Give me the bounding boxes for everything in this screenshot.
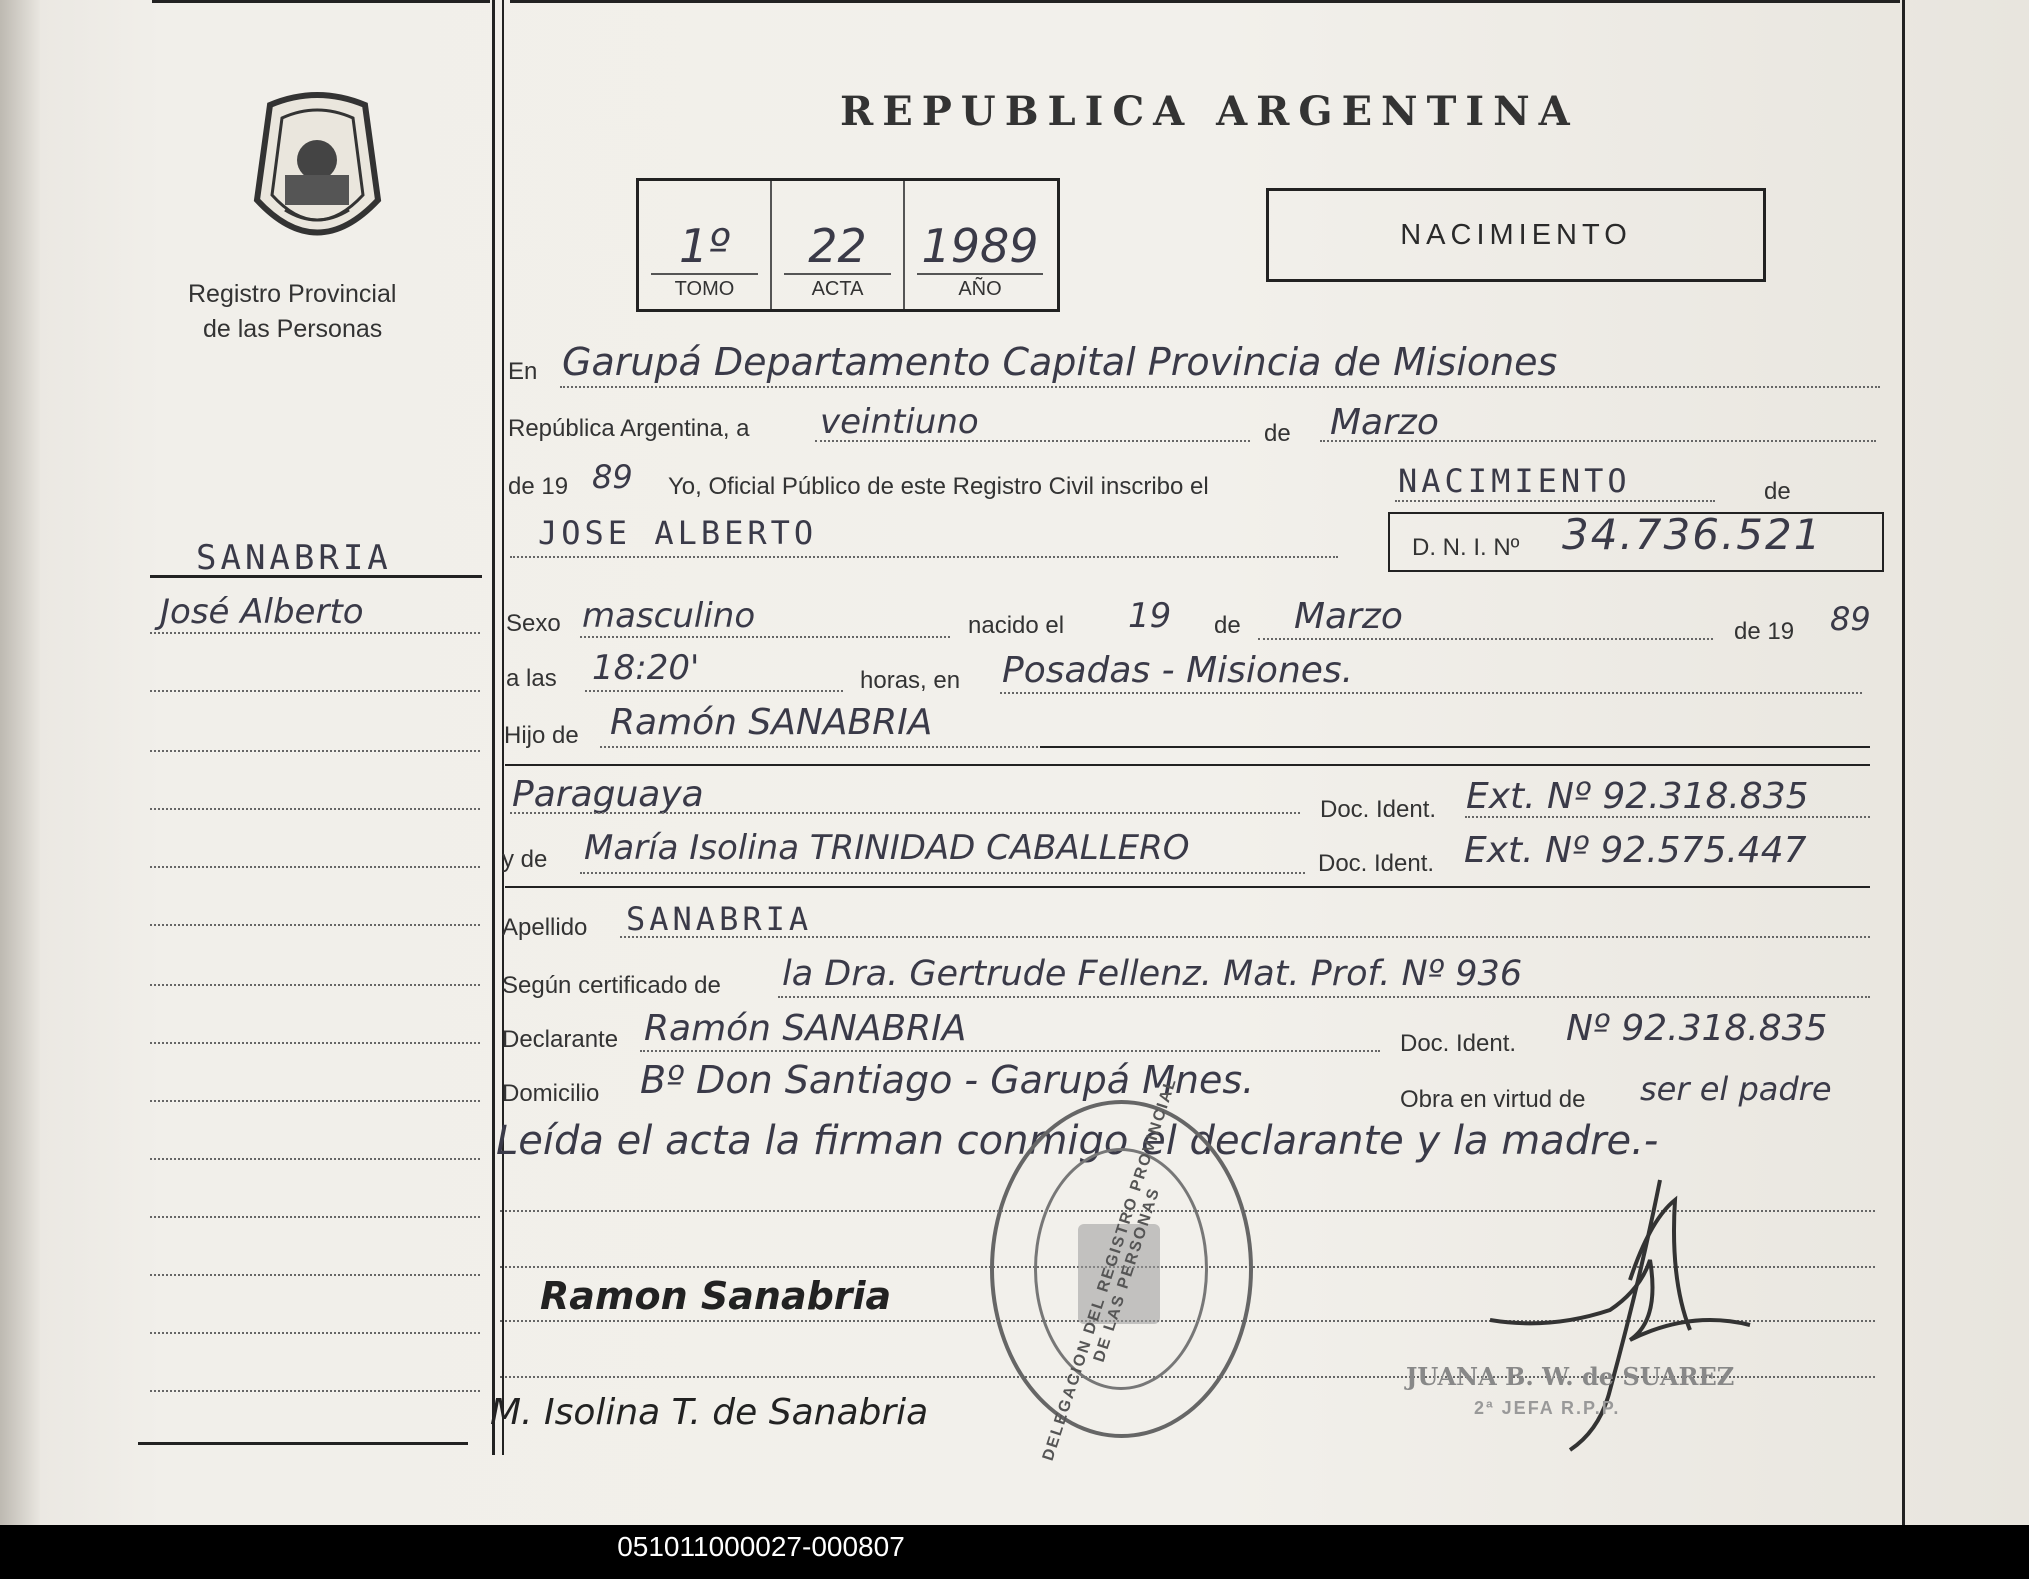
dni-value: 34.736.521 xyxy=(1562,510,1823,559)
segun-line xyxy=(778,996,1870,998)
day-line xyxy=(815,440,1250,442)
apellido-value: SANABRIA xyxy=(626,900,813,938)
ano-label: AÑO xyxy=(958,278,1002,300)
margin-line-6 xyxy=(150,924,480,926)
birth-year-prefix: de 19 xyxy=(1734,618,1795,645)
acta-cell xyxy=(772,181,905,309)
apellido-label: Apellido xyxy=(502,914,588,941)
month-line xyxy=(1320,440,1876,442)
nacido-label: nacido el xyxy=(968,612,1065,639)
segun-label: Según certificado de xyxy=(502,972,721,999)
yde-label: y de xyxy=(502,846,548,873)
father-doc-line xyxy=(1465,816,1870,818)
day-value: veintiuno xyxy=(820,402,979,442)
ano-cell xyxy=(905,181,1055,309)
acta-value: 22 xyxy=(808,219,867,273)
father-signature: Ramon Sanabria xyxy=(540,1274,892,1318)
stamp-text: DELEGACION DEL REGISTRO PROVINCIAL DE LAS PERSONAS xyxy=(1039,1075,1181,1463)
official-stamp xyxy=(990,1075,1253,1463)
mother-line xyxy=(580,872,1305,874)
official-title: 2ª JEFA R.P.P. xyxy=(1474,1398,1621,1418)
sexo-value: masculino xyxy=(582,596,756,636)
birthplace-line xyxy=(1000,692,1862,694)
margin-line-14 xyxy=(150,1390,480,1392)
horas-label: horas, en xyxy=(860,667,961,694)
month-value: Marzo xyxy=(1330,402,1439,443)
country-title: REPUBLICA ARGENTINA xyxy=(840,88,1579,135)
margin-surname: SANABRIA xyxy=(196,538,392,578)
sexo-line xyxy=(580,636,950,638)
tomo-label: TOMO xyxy=(674,278,735,300)
margin-line-2 xyxy=(150,690,480,692)
margin-line-4 xyxy=(150,808,480,810)
father-name-value: Ramón SANABRIA xyxy=(610,702,933,743)
margin-given-names: José Alberto xyxy=(160,592,364,632)
obra-value: ser el padre xyxy=(1640,1070,1832,1108)
mother-signature: M. Isolina T. de Sanabria xyxy=(490,1392,929,1433)
mother-doc-value: Ext. Nº 92.575.447 xyxy=(1464,830,1807,871)
registry-name-line1: Registro Provincial xyxy=(188,280,397,308)
place-value: Garupá Departamento Capital Provincia de Misiones xyxy=(562,340,1558,384)
hijo-label: Hijo de xyxy=(504,722,579,749)
margin-line-1 xyxy=(150,632,480,634)
divider-left xyxy=(492,0,495,1455)
father-doc-value: Ext. Nº 92.318.835 xyxy=(1466,776,1809,817)
declarante-line xyxy=(640,1050,1380,1052)
birthplace-value: Posadas - Misiones. xyxy=(1002,650,1354,691)
declarante-label: Declarante xyxy=(502,1026,619,1053)
nationality-top-rule xyxy=(505,764,1870,766)
mother-rule xyxy=(505,886,1870,888)
tomo-cell xyxy=(639,181,772,309)
registry-name-line2: de las Personas xyxy=(203,315,383,343)
year-value: 89 xyxy=(592,458,633,496)
doc-label-3: Doc. Ident. xyxy=(1400,1030,1517,1057)
top-right-rule xyxy=(510,0,1900,3)
record-type-label: NACIMIENTO xyxy=(1400,219,1632,251)
birth-month-value: Marzo xyxy=(1294,596,1403,637)
margin-line-7 xyxy=(150,984,480,986)
birth-month-line xyxy=(1258,638,1713,640)
birth-day-value: 19 xyxy=(1128,596,1172,636)
certificate-value: la Dra. Gertrude Fellenz. Mat. Prof. Nº 936 xyxy=(782,954,1523,994)
margin-line-12 xyxy=(150,1274,480,1276)
father-nationality-value: Paraguaya xyxy=(512,774,704,815)
time-value: 18:20' xyxy=(592,648,700,688)
record-type-box xyxy=(1266,188,1766,282)
de-label-2: de xyxy=(1764,478,1791,505)
dni-label: D. N. I. Nº xyxy=(1412,534,1520,561)
margin-line-8 xyxy=(150,1042,480,1044)
doc-label: Doc. Ident. xyxy=(1320,796,1437,823)
record-number-box xyxy=(636,178,1060,312)
de-label-3: de xyxy=(1214,612,1241,639)
de-label: de xyxy=(1264,420,1291,447)
acta-label: ACTA xyxy=(811,278,864,300)
document-id-code: 051011000027-000807 xyxy=(617,1531,905,1562)
domicilio-label: Domicilio xyxy=(502,1080,600,1107)
margin-line-5 xyxy=(150,866,480,868)
page-edge-shadow xyxy=(0,0,40,1525)
year-prefix: de 19 xyxy=(508,473,569,500)
birth-year-value: 89 xyxy=(1830,600,1871,638)
obra-label: Obra en virtud de xyxy=(1400,1086,1586,1113)
margin-line-11 xyxy=(150,1216,480,1218)
official-name: JUANA B. W. de SUAREZ xyxy=(1406,1362,1735,1391)
en-label: En xyxy=(508,358,538,385)
doc-label-2: Doc. Ident. xyxy=(1318,850,1435,877)
act-line xyxy=(1395,500,1715,502)
margin-bottom-rule xyxy=(138,1442,468,1445)
act-type-value: NACIMIENTO xyxy=(1398,462,1631,500)
declarante-value: Ramón SANABRIA xyxy=(644,1008,967,1049)
tomo-value: 1º xyxy=(679,219,730,273)
domicilio-value: Bº Don Santiago - Garupá Mnes. xyxy=(640,1058,1255,1102)
republica-label: República Argentina, a xyxy=(508,415,750,442)
ano-value: 1989 xyxy=(921,219,1039,273)
closing-statement: Leída el acta la firman conmigo el declarante y la madre.- xyxy=(496,1118,1659,1164)
nationality-line xyxy=(510,812,1300,814)
child-name-value: JOSE ALBERTO xyxy=(538,514,818,552)
declarante-doc-value: Nº 92.318.835 xyxy=(1566,1008,1828,1049)
right-border xyxy=(1902,0,1905,1525)
alas-label: a las xyxy=(506,665,557,692)
margin-line-13 xyxy=(150,1332,480,1334)
margin-line-3 xyxy=(150,750,480,752)
apellido-line xyxy=(620,936,1870,938)
time-line xyxy=(585,690,843,692)
mother-name-value: María Isolina TRINIDAD CABALLERO xyxy=(584,828,1190,868)
dni-box xyxy=(1388,512,1884,572)
place-line xyxy=(560,386,1880,388)
margin-line-9 xyxy=(150,1100,480,1102)
margin-line-10 xyxy=(150,1158,480,1160)
top-left-rule xyxy=(152,0,490,3)
sexo-label: Sexo xyxy=(506,610,561,637)
officer-statement: Yo, Oficial Público de este Registro Civil inscribo el xyxy=(668,473,1209,500)
province-seal-icon xyxy=(250,90,385,255)
child-name-line xyxy=(510,556,1338,558)
father-rule xyxy=(1040,746,1870,748)
